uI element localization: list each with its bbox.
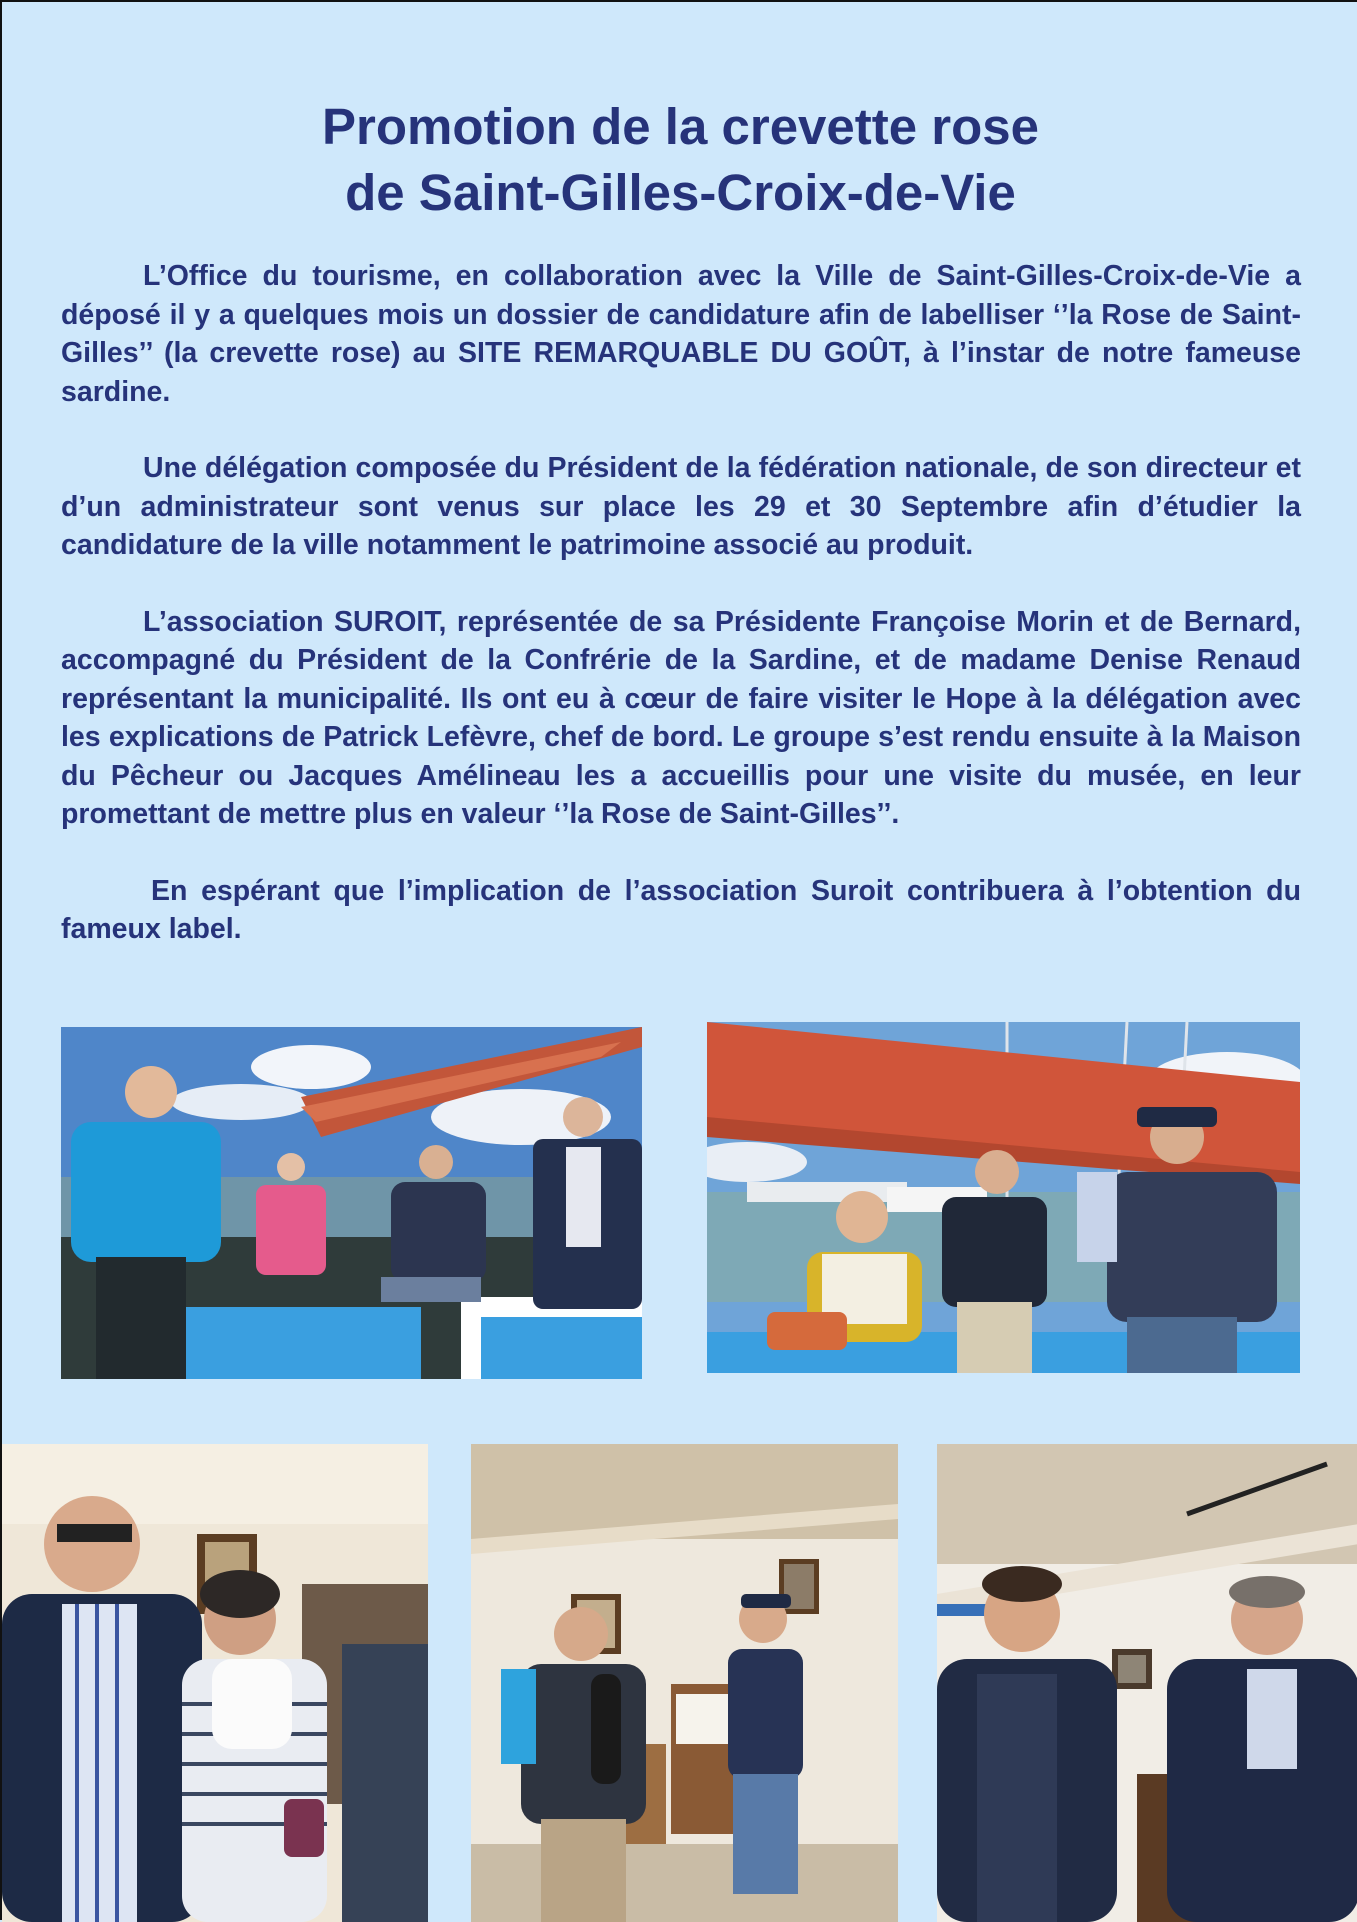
page-title (2, 94, 1357, 226)
title-line-2: de Saint-Gilles-Croix-de-Vie (345, 164, 1016, 221)
paragraph-2: Une délégation composée du Président de la fédération nationale, de son directeur et d’un administrateur sont venus sur place les 29 et 30 Septembre afin d’étudier la candidature de la ville notamment le patrimoine associé au produit. (61, 452, 1301, 561)
photo-museum-couple (2, 1444, 428, 1922)
paragraph-1: L’Office du tourisme, en collaboration avec la Ville de Saint-Gilles-Croix-de-Vie a déposé il y a quelques mois un dossier de candidature afin de labelliser ‘’la Rose de Saint-Gilles’’ (la crevette rose) au SITE REMARQUABLE DU GOÛT, à l’instar de notre fameuse sardine. (61, 260, 1301, 408)
article-body (61, 257, 1301, 987)
photo-boat-deck-group (61, 1027, 642, 1379)
paragraph-3: L’association SUROIT, représentée de sa Présidente Françoise Morin et de Bernard, accompagné du Président de la Confrérie de la Sardine, et de madame Denise Renaud représentant la municipalité. Ils ont eu à cœur de faire visiter le Hope à la délégation avec les explications de Patrick Lefèvre, chef de bord. Le groupe s’est rendu ensuite à la Maison du Pêcheur ou Jacques Amélineau les a accueillis pour une visite du musée, en leur promettant de mettre plus en valeur ‘’la Rose de Saint-Gilles’’. (61, 605, 1301, 830)
photo-museum-boots (471, 1444, 898, 1922)
paragraph-4: En espérant que l’implication de l’association Suroit contribuera à l’obtention du fameux label. (61, 874, 1301, 945)
photo-boat-sail-group (707, 1022, 1300, 1373)
photo-museum-two-men (937, 1444, 1357, 1922)
title-line-1: Promotion de la crevette rose (321, 98, 1040, 155)
